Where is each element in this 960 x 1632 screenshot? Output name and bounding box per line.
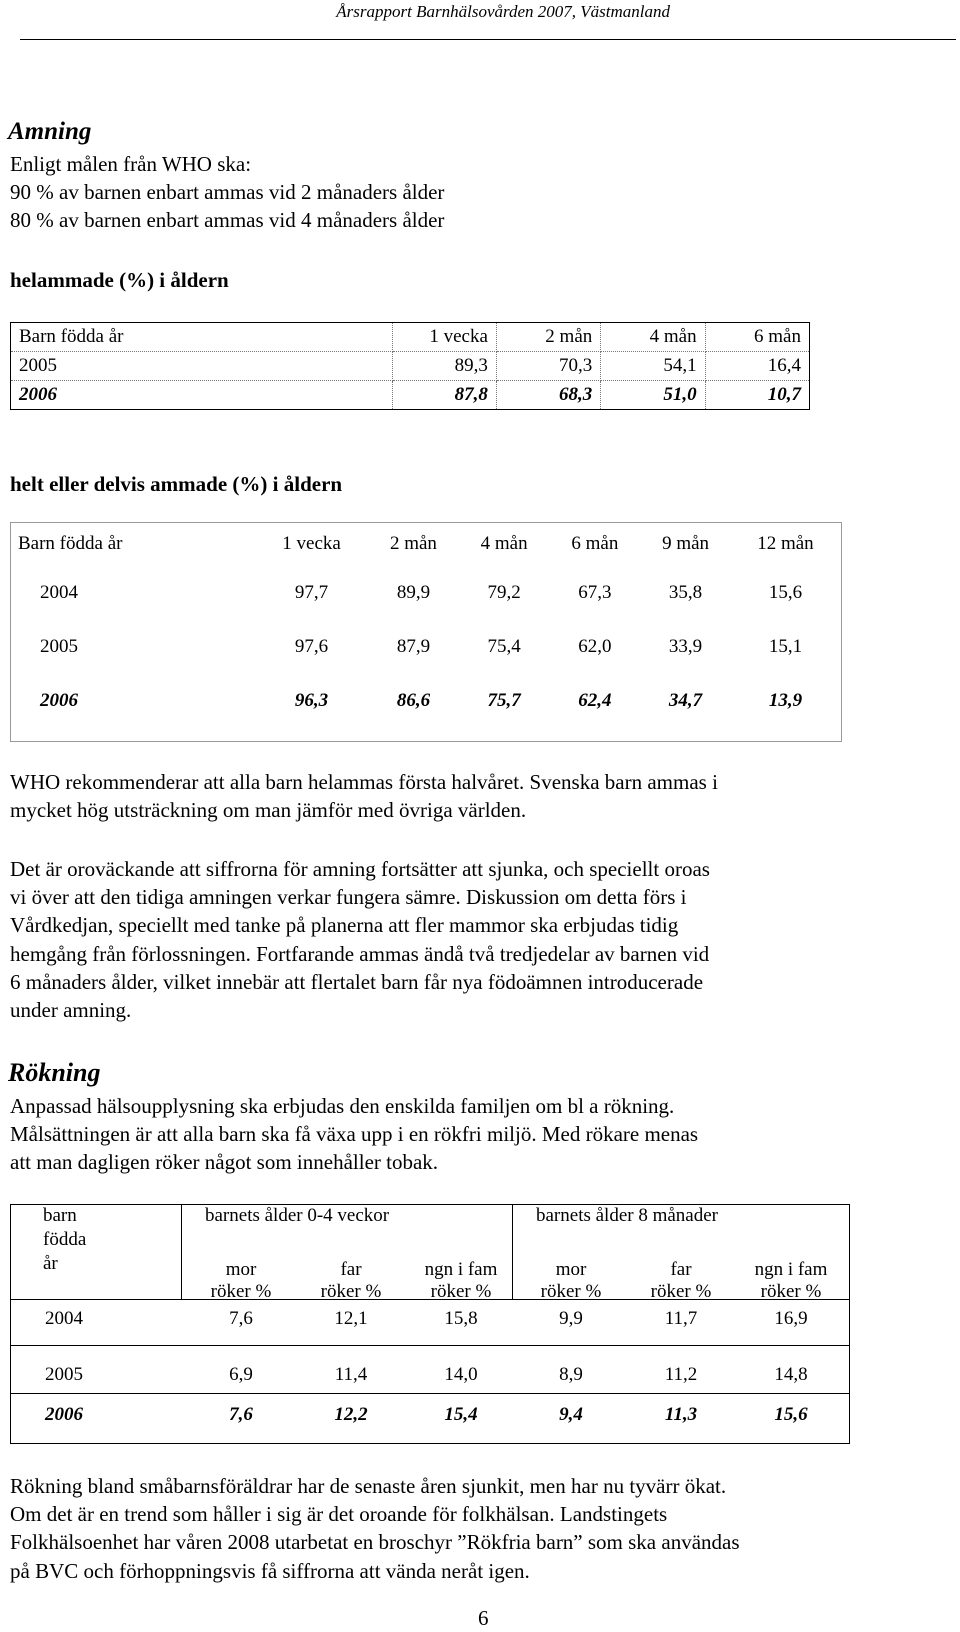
table-colhead: far röker % [320,1259,382,1302]
table-rowhead: födda [43,1229,87,1250]
table-group-header: barnets ålder 0-4 veckor [205,1205,390,1226]
section-heading-rokning: Rökning [8,1058,101,1087]
text-line: vi över att den tidiga amningen verkar fungera sämre. Diskussion om detta förs i [10,885,687,910]
table-cell: 14,0 [444,1364,478,1385]
table-header-row [10,522,840,566]
table-rowhead: barn [43,1205,77,1226]
header-title: Årsrapport Barnhälsovården 2007, Västmanland [336,2,670,21]
table-group-header: barnets ålder 8 månader [536,1205,718,1226]
table-colhead: ngn i fam röker % [754,1259,828,1302]
table-cell: 79,2 [487,582,521,603]
table-cell: 68,3 [496,381,600,410]
header-rule [20,39,956,40]
paragraph-rokning [10,1092,950,1177]
table-cell: 16,9 [774,1308,808,1329]
table-cell: Barn födda år [18,533,123,554]
table-cell: 2005 [45,1364,83,1385]
paragraph-oroande [10,855,950,1024]
table-cell: 12,1 [334,1308,368,1329]
table-cell: 54,1 [601,352,705,381]
text-line: mycket hög utsträckning om man jämför med övriga världen. [10,798,527,823]
table-row [10,620,840,674]
table-cell: 34,7 [668,690,703,711]
text-line: Om det är en trend som håller i sig är det oroande för folkhälsan. Landstingets [10,1502,668,1527]
table-cell: 86,6 [396,690,431,711]
table-cell: 1 vecka [282,533,341,554]
table-cell: 89,9 [396,582,431,603]
table-cell: 15,8 [444,1308,478,1329]
text-line: Anpassad hälsoupplysning ska erbjudas den enskilda familjen om bl a rökning. [10,1094,675,1118]
table-cell: 6 mån [705,323,809,352]
amning-line: 80 % av barnen enbart ammas vid 4 månaders ålder [10,208,445,232]
table-cell: 8,9 [559,1364,583,1385]
table-cell: 97,7 [294,582,329,603]
table-cell: 62,0 [578,636,612,657]
table-cell: 51,0 [601,381,705,410]
table-cell: 4 mån [601,323,705,352]
section-heading-amning: Amning [8,118,92,145]
table-cell: 9 mån [662,533,710,554]
table-cell: 2005 [40,636,78,657]
table-row [11,381,810,410]
page-number: 6 [478,1606,489,1630]
table-cell: 7,6 [229,1308,253,1329]
amning-line: 90 % av barnen enbart ammas vid 2 månaders ålder [10,180,445,204]
text-line: Vårdkedjan, speciellt med tanke på planerna att fler mammor ska erbjudas tidig [10,913,679,938]
table-cell: 2006 [11,381,393,410]
table-cell: 2 mån [389,533,437,554]
table1-title: helammade (%) i åldern [10,268,229,292]
table-cell: 4 mån [480,533,528,554]
table-cell: 12,2 [334,1404,368,1425]
table-cell: 11,7 [664,1308,698,1329]
table-cell: 75,7 [487,690,521,711]
table-colhead: ngn i fam röker % [424,1259,498,1302]
text-line: Det är oroväckande att siffrorna för amning fortsätter att sjunka, och speciellt oroas [10,857,710,881]
table-colhead: mor röker % [210,1259,272,1302]
table-cell: 16,4 [705,352,809,381]
table-cell: 2006 [40,690,78,711]
text-line: WHO rekommenderar att alla barn helammas första halvåret. Svenska barn ammas i [10,770,718,794]
table-cell: 2004 [45,1308,83,1329]
table-cell: 12 mån [757,533,814,554]
table-cell: 15,1 [768,636,803,657]
table-divider [11,1393,849,1394]
text-line: under amning. [10,998,132,1023]
table-cell: 6 mån [571,533,619,554]
rokning-table [10,1204,850,1444]
text-line: 6 månaders ålder, vilket innebär att flertalet barn får nya födoämnen introducerade [10,969,704,994]
table-cell: 89,3 [392,352,496,381]
table-cell: 33,9 [668,636,703,657]
table-cell: 2006 [45,1404,83,1425]
table-row [10,674,840,728]
table-cell: 15,4 [444,1404,478,1425]
table-cell: 10,7 [705,381,809,410]
delvis-ammade-table [10,522,840,728]
table-row [11,352,810,381]
table-cell: 6,9 [229,1364,253,1385]
table-rowhead: år [43,1253,58,1274]
table-colhead: mor röker % [540,1259,602,1302]
table-cell: 97,6 [294,636,329,657]
paragraph-rokning-trend [10,1472,950,1585]
table-header-row [11,323,810,352]
table-cell: 87,9 [396,636,431,657]
text-line: Folkhälsoenhet har våren 2008 utarbetat en broschyr ”Rökfria barn” som ska användas [10,1530,740,1555]
table-cell: 67,3 [578,582,612,603]
table-divider [11,1345,849,1346]
table-cell: 15,6 [768,582,803,603]
table-cell: 9,9 [559,1308,583,1329]
helammade-table [10,322,810,410]
table-cell: 11,4 [334,1364,368,1385]
table-cell: 35,8 [668,582,703,603]
table-cell: 62,4 [578,690,612,711]
paragraph-who [10,768,950,824]
table-cell: 14,8 [774,1364,808,1385]
table-cell: 96,3 [294,690,329,711]
table-divider [181,1205,182,1299]
text-line: på BVC och förhoppningsvis få siffrorna att vända neråt igen. [10,1558,530,1583]
table-cell: 9,4 [559,1404,583,1425]
text-line: hemgång från förlossningen. Fortfarande ammas ändå två tredjedelar av barnen vid [10,941,710,966]
table-cell: 7,6 [229,1404,253,1425]
table-cell: 2004 [40,582,78,603]
table-cell: 1 vecka [392,323,496,352]
text-line: Målsättningen är att alla barn ska få växa upp i en rökfri miljö. Med rökare menas [10,1122,699,1147]
table-cell: 2005 [11,352,393,381]
table-cell: 2 mån [496,323,600,352]
table-cell: 87,8 [392,381,496,410]
table-cell: Barn födda år [11,323,393,352]
table-cell: 13,9 [768,690,803,711]
table-cell: 70,3 [496,352,600,381]
table2-title: helt eller delvis ammade (%) i åldern [10,472,343,496]
table-colhead: far röker % [650,1259,712,1302]
table-row [10,566,840,620]
table-cell: 75,4 [487,636,521,657]
table-cell: 11,2 [664,1364,698,1385]
amning-line: Enligt målen från WHO ska: [10,152,252,176]
table-cell: 15,6 [774,1404,808,1425]
text-line: att man dagligen röker något som innehåller tobak. [10,1150,439,1175]
text-line: Rökning bland småbarnsföräldrar har de senaste åren sjunkit, men har nu tyvärr ökat. [10,1474,727,1498]
table-cell: 11,3 [664,1404,698,1425]
